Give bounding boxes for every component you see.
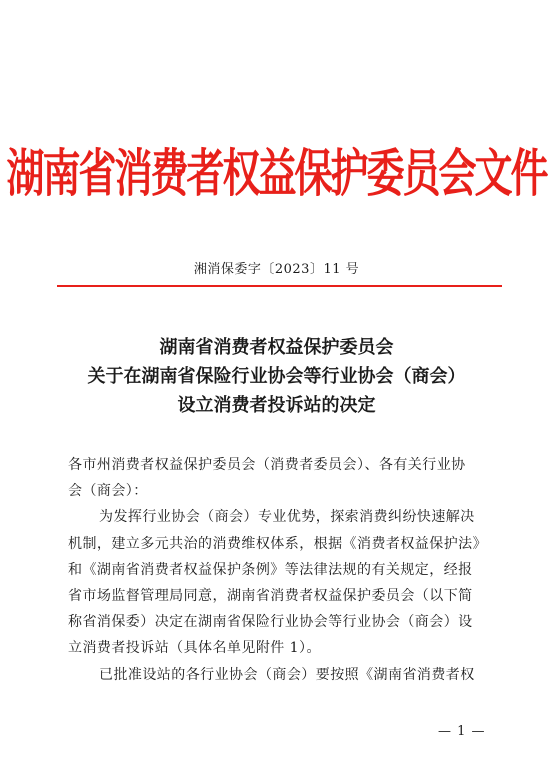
body-line-salutation-1: 各市州消费者权益保护委员会（消费者委员会）、各有关行业协 xyxy=(68,457,466,473)
body-line-paragraph-1-line-5: 称省消保委）决定在湖南省保险行业协会等行业协会（商会）设 xyxy=(68,614,473,631)
page-number: — 1 — xyxy=(438,724,486,739)
body-line-paragraph-1-line-4: 省市场监督管理局同意，湖南省消费者权益保护委员会（以下简 xyxy=(68,587,473,604)
body-line-salutation-2: 会（商会）： xyxy=(68,483,148,500)
document-title xyxy=(0,333,553,420)
document-title-line-2: 关于在湖南省保险行业协会等行业协会（商会） xyxy=(87,366,466,387)
issuer-header-title: 湖南省消费者权益保护委员会文件 xyxy=(6,142,547,204)
body-line-paragraph-1-line-2: 机制，建立多元共治的消费维权体系，根据《消费者权益保护法》 xyxy=(68,535,488,552)
document-title-line-3: 设立消费者投诉站的决定 xyxy=(177,395,376,416)
document-body xyxy=(68,452,500,688)
document-number: 湘消保委字〔2023〕11 号 xyxy=(193,262,360,277)
body-line-paragraph-2-start: 已批准设站的各行业协会（商会）要按照《湖南省消费者权 xyxy=(99,666,475,683)
red-divider-rule xyxy=(57,285,502,287)
body-line-paragraph-1-line-3: 和《湖南省消费者权益保护条例》等法律法规的有关规定，经报 xyxy=(68,561,473,578)
body-line-paragraph-1-line-6: 立消费者投诉站（具体名单见附件 1）。 xyxy=(68,640,321,657)
document-title-line-1: 湖南省消费者权益保护委员会 xyxy=(159,337,394,358)
body-line-paragraph-1-start: 为发挥行业协会（商会）专业优势，探索消费纠纷快速解决 xyxy=(99,509,475,526)
